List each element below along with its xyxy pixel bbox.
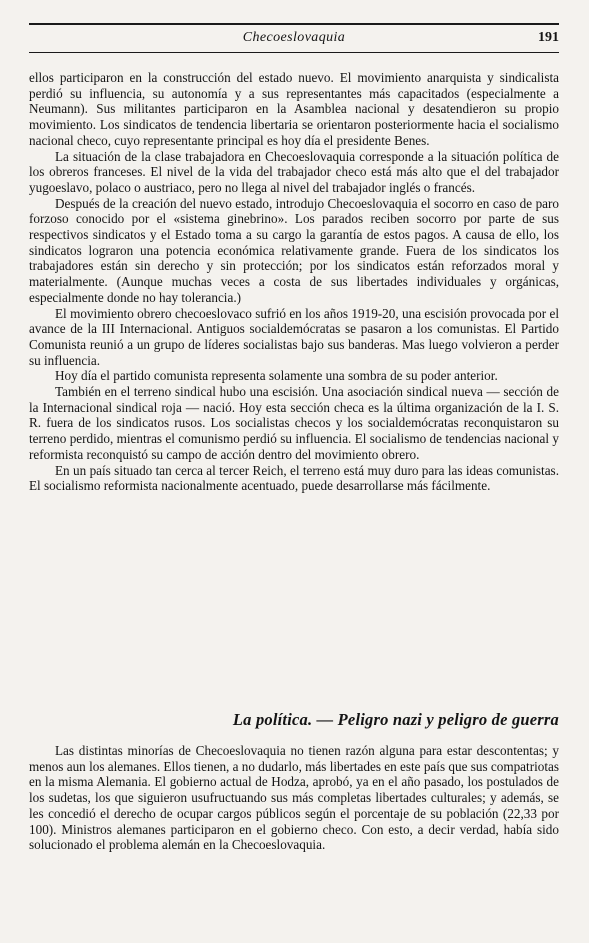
header-rule — [29, 52, 559, 53]
top-rule — [29, 23, 559, 25]
section-text — [29, 743, 559, 853]
running-title: Checoeslovaquia — [242, 30, 346, 45]
paragraph: La situación de la clase trabajadora en Checoeslovaquia corresponde a la situación política de los obreros franceses. El nivel de la vida del trabajador checo está más alto que el del trabajador yugoeslavo, polaco o austriaco, pero no llega al nivel del trabajador inglés o francés. — [29, 148, 559, 195]
running-head — [29, 30, 559, 50]
section-heading: La política. — Peligro nazi y peligro de guerra — [232, 710, 559, 729]
paragraph: En un país situado tan cerca al tercer Reich, el terreno está muy duro para las ideas comunistas. El socialismo reformista nacionalmente acentuado, puede desarrollarse más fácilmente. — [29, 462, 559, 494]
paragraph: También en el terreno sindical hubo una escisión. Una asociación sindical nueva — sección de la Internacional sindical roja — nació. Hoy esta sección checa es la última organización de la I. S. R. fuera de los sindicatos rusos. Los socialistas checos y los socialdemócratas reconquistaron su terreno perdido, mientras el comunismo perdió su influencia. El socialismo de tendencias nacional y reformista reconquistó su campo de acción dentro del movimiento obrero. — [29, 384, 559, 462]
paragraph: Hoy día el partido comunista representa solamente una sombra de su poder anterior. — [55, 368, 498, 384]
paragraph: Las distintas minorías de Checoeslovaquia no tienen razón alguna para estar descontentas; y menos aun los alemanes. Ellos tienen, a no dudarlo, más libertades en este país que sus compatriotas en la misma Alemania. El gobierno actual de Hodza, aprobó, ya en el año pasado, los postulados de los sudetas, los que siguieron usufructuando sus más completas libertades culturales; y además, se les concedió el derecho de ocupar cargos públicos según el porcentaje de su población (22,33 por 100). Ministros alemanes participaron en el gobierno checo. Con esto, a decir verdad, había sido solucionado el problema alemán en la Checoeslovaquia. — [29, 743, 559, 853]
paragraph: ellos participaron en la construcción del estado nuevo. El movimiento anarquista y sindicalista perdió su influencia, su autonomía y a sus representantes más capacitados (especialmente a Neumann). Sus militantes participaron en la Asamblea nacional y desatendieron su propio movimiento. Los sindicatos de tendencia libertaria se orientaron posteriormente hacia el socialismo nacional checo, cuyo representante principal es hoy día el presidente Benes. — [29, 70, 559, 148]
paragraph: Después de la creación del nuevo estado, introdujo Checoeslovaquia el socorro en caso de paro forzoso conocido por el «sistema ginebrino». Los parados reciben socorro por parte de sus respectivos sindicatos y el Estado toma a su cargo la garantía de estos pagos. A causa de ello, los sindicatos lograron una potencia económica relativamente grande. Fuera de los sindicatos los trabajadores están sin derecho y sin protección; por los sindicatos están reforzados moral y materialmente. (Aunque muchas veces a costa de sus libertades individuales y orgánicas, especialmente donde no hay tolerancia.) — [29, 195, 559, 305]
page-number: 191 — [538, 30, 559, 45]
body-text — [29, 70, 559, 494]
paragraph: El movimiento obrero checoeslovaco sufrió en los años 1919-20, una escisión provocada por el avance de la III Internacional. Antiguos socialdemócratas se pasaron a los comunistas. El Partido Comunista reunió a un grupo de líderes socialistas bajo sus banderas. Mas luego volvieron a perder su influencia. — [29, 305, 559, 368]
